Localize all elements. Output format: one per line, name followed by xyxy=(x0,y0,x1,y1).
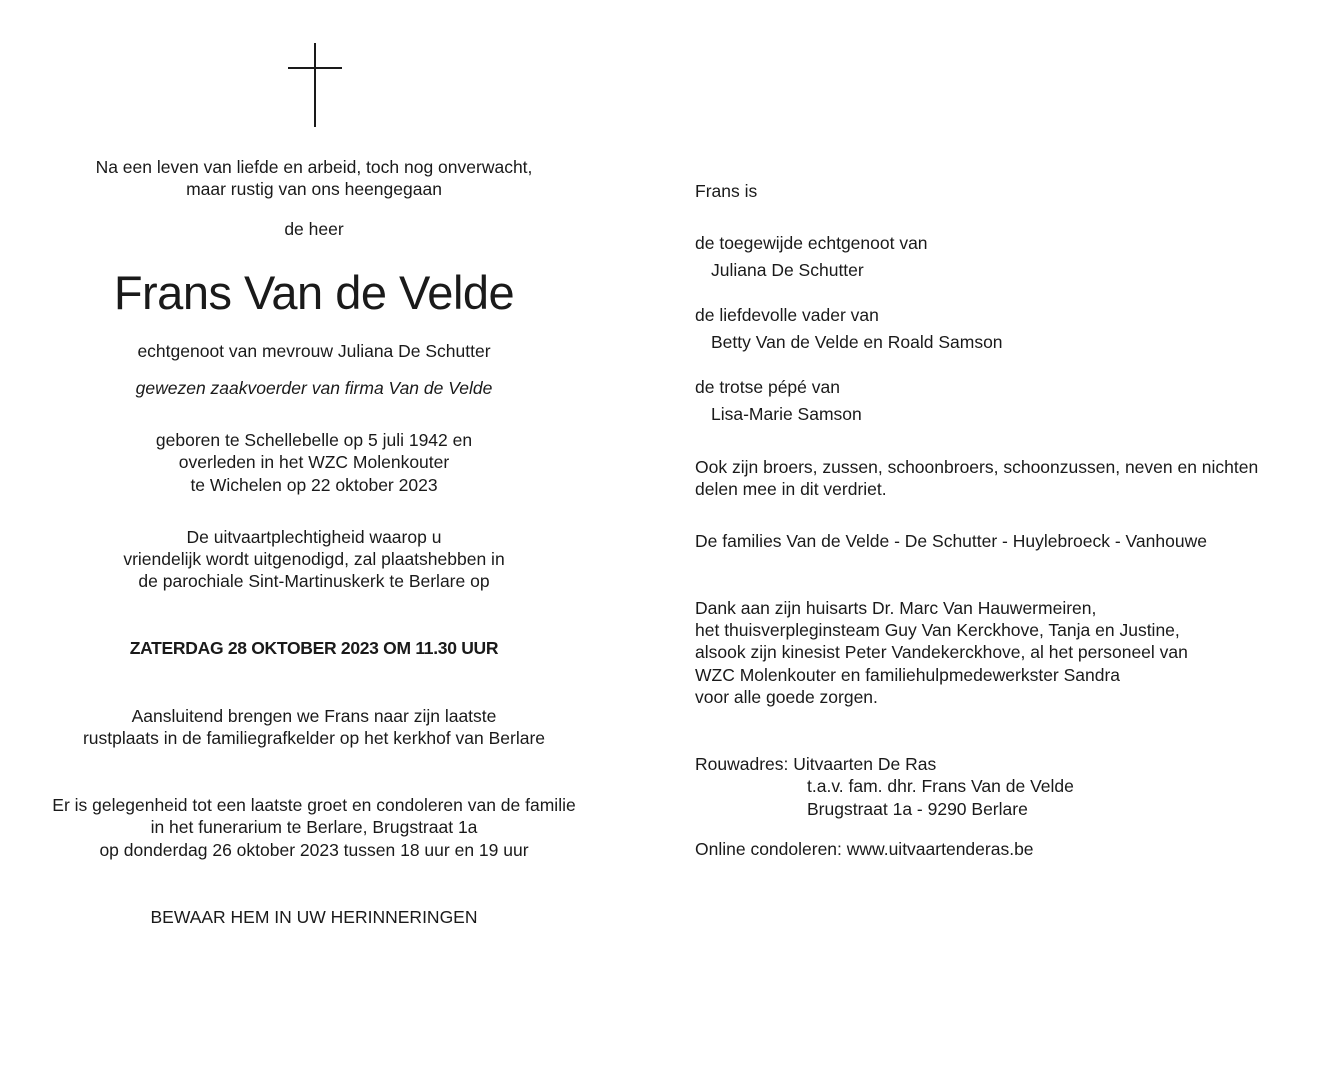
deceased-name: Frans Van de Velde xyxy=(113,266,515,319)
thanks-line-5: voor alle goede zorgen. xyxy=(695,687,878,707)
intro-line-2: maar rustig van ons heengegaan xyxy=(186,179,442,199)
burial-line-1: Aansluitend brengen we Frans naar zijn laatste xyxy=(131,706,497,726)
right-intro: Frans is xyxy=(695,181,758,201)
ceremony-line-1: De uitvaartplechtigheid waarop u xyxy=(186,527,442,547)
birth-death-line-1: geboren te Schellebelle op 5 juli 1942 en xyxy=(155,430,473,450)
ceremony-date: ZATERDAG 28 OKTOBER 2023 OM 11.30 UUR xyxy=(129,638,499,658)
title-prefix: de heer xyxy=(284,219,344,239)
online-condolence: Online condoleren: www.uitvaartenderas.be xyxy=(695,839,1034,859)
right-panel xyxy=(695,0,1315,1080)
spouse-name: Juliana De Schutter xyxy=(711,260,864,280)
visitation-line-2: in het funerarium te Berlare, Brugstraat 1a xyxy=(150,817,478,837)
address-line-1: t.a.v. fam. dhr. Frans Van de Velde xyxy=(807,776,1074,796)
relatives-line-1: Ook zijn broers, zussen, schoonbroers, schoonzussen, neven en nichten xyxy=(695,457,1259,477)
thanks-line-2: het thuisverpleginsteam Guy Van Kerckhove, Tanja en Justine, xyxy=(695,620,1180,640)
thanks-line-4: WZC Molenkouter en familiehulpmedewerkster Sandra xyxy=(695,665,1121,685)
left-panel xyxy=(0,0,628,1080)
birth-death-line-3: te Wichelen op 22 oktober 2023 xyxy=(190,475,438,495)
closing-line: BEWAAR HEM IN UW HERINNERINGEN xyxy=(150,907,478,927)
visitation-line-1: Er is gelegenheid tot een laatste groet en condoleren van de familie xyxy=(52,795,576,815)
spouse-line: echtgenoot van mevrouw Juliana De Schutter xyxy=(137,341,491,361)
visitation-line-3: op donderdag 26 oktober 2023 tussen 18 uur en 19 uur xyxy=(99,840,529,860)
address-label: Rouwadres: Uitvaarten De Ras xyxy=(695,754,937,774)
children-names: Betty Van de Velde en Roald Samson xyxy=(711,332,1003,352)
relatives-line-2: delen mee in dit verdriet. xyxy=(695,479,887,499)
father-label: de liefdevolle vader van xyxy=(695,305,879,325)
burial-line-2: rustplaats in de familiegrafkelder op het kerkhof van Berlare xyxy=(82,728,546,748)
occupation-line: gewezen zaakvoerder van firma Van de Velde xyxy=(135,378,493,398)
spouse-label: de toegewijde echtgenoot van xyxy=(695,233,928,253)
grandfather-label: de trotse pépé van xyxy=(695,377,840,397)
address-line-2: Brugstraat 1a - 9290 Berlare xyxy=(807,799,1028,819)
intro-line-1: Na een leven van liefde en arbeid, toch nog onverwacht, xyxy=(95,157,533,177)
thanks-line-1: Dank aan zijn huisarts Dr. Marc Van Hauwermeiren, xyxy=(695,598,1097,618)
families-line: De families Van de Velde - De Schutter - Huylebroeck - Vanhouwe xyxy=(695,531,1207,551)
ceremony-line-2: vriendelijk wordt uitgenodigd, zal plaatshebben in xyxy=(123,549,505,569)
ceremony-line-3: de parochiale Sint-Martinuskerk te Berlare op xyxy=(138,571,490,591)
grandchildren-names: Lisa-Marie Samson xyxy=(711,404,862,424)
birth-death-line-2: overleden in het WZC Molenkouter xyxy=(178,452,450,472)
thanks-line-3: alsook zijn kinesist Peter Vandekerckhove, al het personeel van xyxy=(695,642,1188,662)
